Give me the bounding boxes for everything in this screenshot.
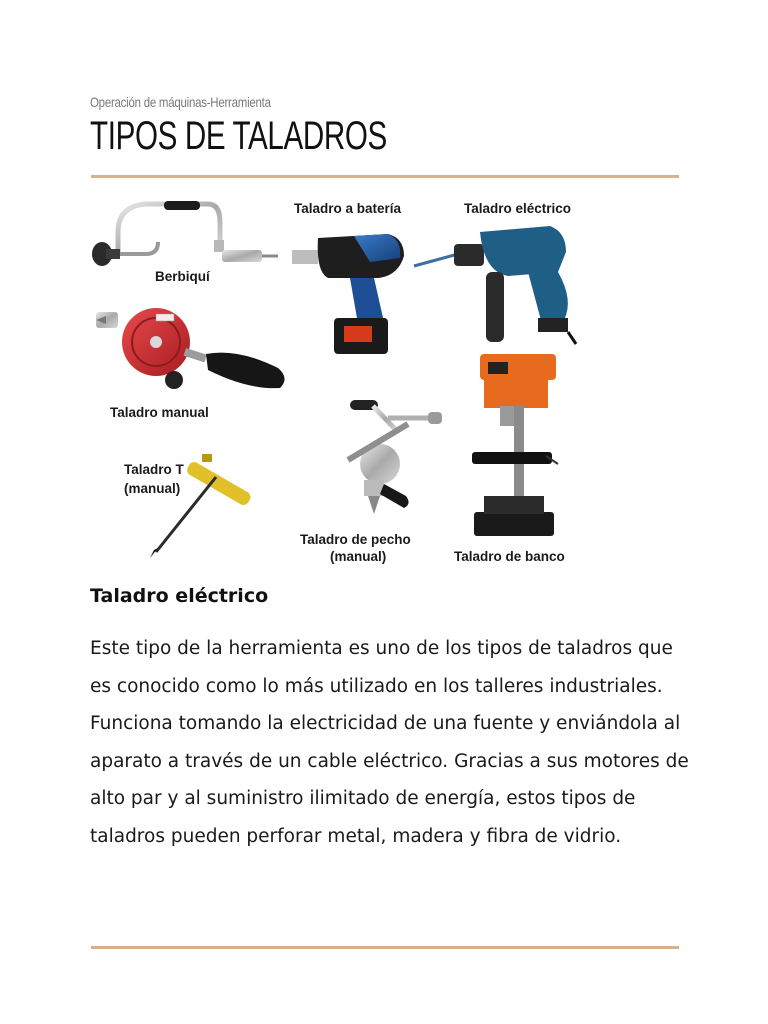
taladro-electrico-image: [414, 226, 576, 344]
taladro-manual-image: [96, 308, 285, 389]
label-taladro-bateria: Taladro a batería: [294, 201, 402, 216]
taladro-banco-image: [472, 354, 558, 536]
label-taladro-t-line1: Taladro T: [124, 462, 184, 477]
label-taladro-manual: Taladro manual: [110, 405, 209, 420]
label-taladro-t-line2: (manual): [124, 481, 181, 496]
top-divider: [91, 175, 679, 178]
bottom-divider: [91, 946, 679, 949]
berbiqui-image: [92, 201, 278, 266]
drill-types-figure: [88, 192, 588, 564]
label-taladro-banco: Taladro de banco: [454, 549, 565, 564]
label-taladro-pecho-line2: (manual): [330, 549, 387, 564]
page-title: TIPOS DE TALADROS: [90, 114, 387, 158]
label-taladro-electrico: Taladro eléctrico: [464, 201, 572, 216]
taladro-pecho-image: [348, 400, 442, 514]
label-taladro-pecho-line1: Taladro de pecho: [300, 532, 411, 547]
label-berbiqui: Berbiquí: [155, 269, 210, 284]
taladro-bateria-image: [292, 234, 404, 354]
section-heading: Taladro eléctrico: [90, 585, 269, 607]
section-body-text: Este tipo de la herramienta es uno de los tipos de taladros que es conocido como lo más utilizado en los talleres industriales. Funciona tomando la electricidad de una fuente y enviándola al aparato a través de un cable eléctrico. Gracias a sus motores de alto par y al suministro ilimitado de energía, estos tipos de taladros pueden perforar metal, madera y fibra de vidrio.: [90, 638, 689, 847]
document-subtitle: Operación de máquinas-Herramienta: [90, 94, 271, 110]
